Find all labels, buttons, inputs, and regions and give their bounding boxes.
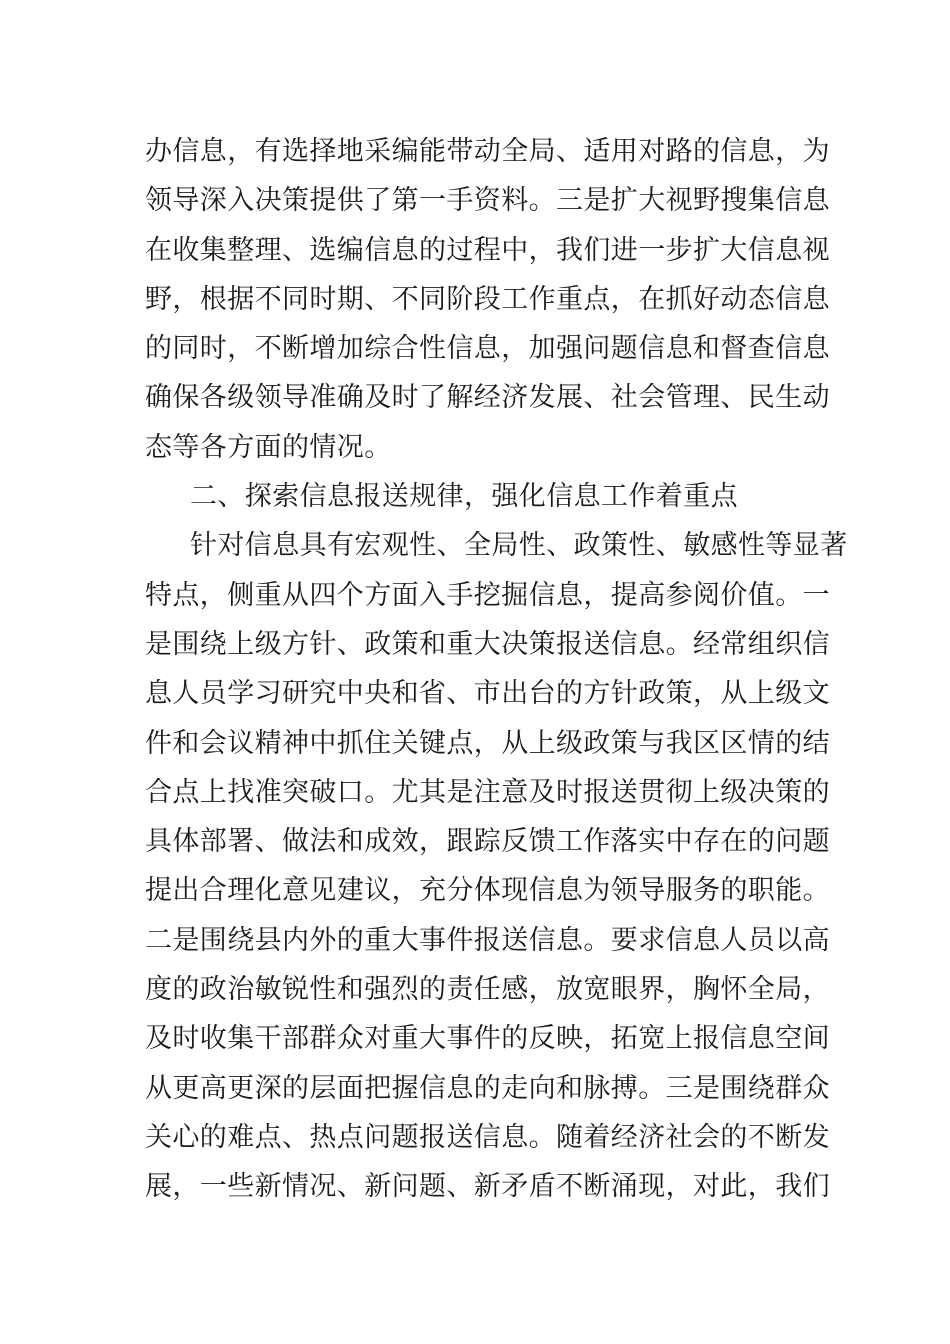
text-line: 二是围绕县内外的重大事件报送信息。要求信息人员以高 <box>145 924 830 956</box>
text-line: 度的政治敏锐性和强烈的责任感，放宽眼界，胸怀全局， <box>145 974 830 1006</box>
text-line: 特点，侧重从四个方面入手挖掘信息，提高参阅价值。一 <box>145 579 830 611</box>
text-line: 办信息，有选择地采编能带动全局、适用对路的信息，为 <box>145 136 830 167</box>
text-line: 从更高更深的层面把握信息的走向和脉搏。三是围绕群众 <box>145 1072 830 1104</box>
text-line: 合点上找准突破口。尤其是注意及时报送贯彻上级决策的 <box>145 776 830 808</box>
section-heading: 二、探索信息报送规律，强化信息工作着重点 <box>190 481 738 513</box>
text-line: 野，根据不同时期、不同阶段工作重点，在抓好动态信息 <box>145 283 830 315</box>
text-line: 提出合理化意见建议，充分体现信息为领导服务的职能。 <box>145 875 830 907</box>
text-line: 确保各级领导准确及时了解经济发展、社会管理、民生动 <box>145 382 830 414</box>
text-line: 及时收集干部群众对重大事件的反映，拓宽上报信息空间 <box>145 1023 830 1055</box>
text-line: 关心的难点、热点问题报送信息。随着经济社会的不断发 <box>145 1121 830 1153</box>
text-line: 的同时，不断增加综合性信息，加强问题信息和督查信息 <box>145 333 830 365</box>
text-line: 针对信息具有宏观性、全局性、政策性、敏感性等显著 <box>190 530 848 562</box>
document-body <box>145 127 848 1212</box>
text-line: 具体部署、做法和成效，跟踪反馈工作落实中存在的问题 <box>145 826 830 858</box>
text-line: 态等各方面的情况。 <box>145 431 392 463</box>
text-line: 件和会议精神中抓住关键点，从上级政策与我区区情的结 <box>145 727 830 759</box>
text-line: 息人员学习研究中央和省、市出台的方针政策，从上级文 <box>145 678 830 710</box>
text-line: 是围绕上级方针、政策和重大决策报送信息。经常组织信 <box>145 628 830 660</box>
text-line: 在收集整理、选编信息的过程中，我们进一步扩大信息视 <box>145 234 830 266</box>
text-line: 展，一些新情况、新问题、新矛盾不断涌现，对此，我们 <box>145 1171 830 1203</box>
text-line: 领导深入决策提供了第一手资料。三是扩大视野搜集信息 <box>145 185 830 217</box>
